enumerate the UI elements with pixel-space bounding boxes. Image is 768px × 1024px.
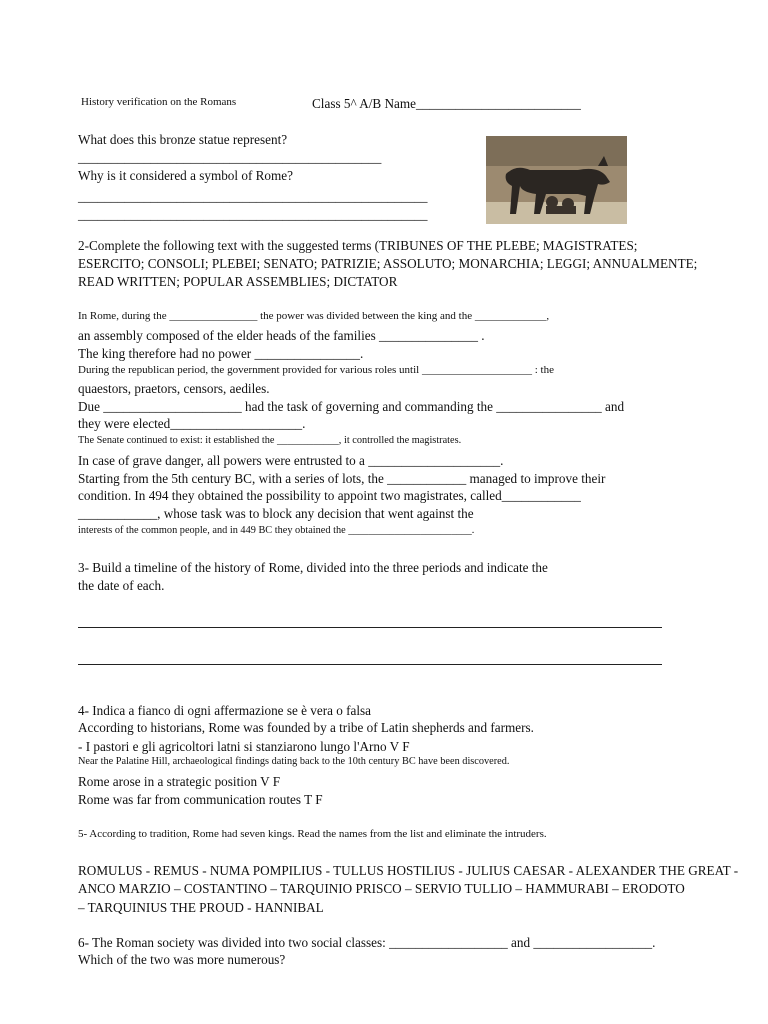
q2-instructions-line-1: 2-Complete the following text with the suggested terms (TRIBUNES OF THE PLEBE; MAGISTRATES; bbox=[78, 238, 638, 253]
q3-timeline-answer-line-1[interactable] bbox=[78, 627, 662, 628]
q2-text-line-13[interactable]: interests of the common people, and in 449 BC they obtained the ________________________. bbox=[78, 525, 475, 536]
q2-text-line-1[interactable]: In Rome, during the ________________ the power was divided between the king and the _____________, bbox=[78, 310, 550, 322]
q2-text-line-10[interactable]: Starting from the 5th century BC, with a series of lots, the ____________ managed to improve their bbox=[78, 471, 606, 486]
q5-names-line-1[interactable]: ROMULUS - REMUS - NUMA POMPILIUS - TULLUS HOSTILIUS - JULIUS CAESAR - ALEXANDER THE GREAT - bbox=[78, 863, 739, 878]
q4-statement-1: According to historians, Rome was founded by a tribe of Latin shepherds and farmers. bbox=[78, 720, 534, 735]
q2-instructions-line-2: ESERCITO; CONSOLI; PLEBEI; SENATO; PATRIZIE; ASSOLUTO; MONARCHIA; LEGGI; ANNUALMENTE; bbox=[78, 256, 698, 271]
q5-instructions: 5- According to tradition, Rome had seven kings. Read the names from the list and eliminate the intruders. bbox=[78, 828, 547, 840]
q1-question-statue: What does this bronze statue represent? bbox=[78, 132, 288, 147]
q1-answer-blank-3[interactable]: _____________________________________________________ bbox=[78, 207, 428, 222]
q5-names-line-3[interactable]: – TARQUINIUS THE PROUD - HANNIBAL bbox=[78, 900, 324, 915]
class-name-field[interactable]: Class 5^ A/B Name_________________________ bbox=[312, 96, 581, 111]
q1-answer-blank-1[interactable]: ______________________________________________ bbox=[78, 150, 382, 165]
q1-question-symbol: Why is it considered a symbol of Rome? bbox=[78, 168, 293, 183]
q3-instructions-line-1: 3- Build a timeline of the history of Rome, divided into the three periods and indicate the bbox=[78, 560, 548, 575]
q2-text-line-9[interactable]: In case of grave danger, all powers were entrusted to a ____________________. bbox=[78, 453, 504, 468]
q6-question-numerous: Which of the two was more numerous? bbox=[78, 952, 286, 967]
q4-instructions: 4- Indica a fianco di ogni affermazione se è vera o falsa bbox=[78, 703, 372, 718]
q5-names-line-2[interactable]: ANCO MARZIO – COSTANTINO – TARQUINIO PRISCO – SERVIO TULLIO – HAMMURABI – ERODOTO bbox=[78, 881, 685, 896]
q2-text-line-8[interactable]: The Senate continued to exist: it established the ____________, it controlled the magistrates. bbox=[78, 435, 462, 446]
q2-text-line-7[interactable]: they were elected____________________. bbox=[78, 416, 306, 431]
q4-statement-2[interactable]: - I pastori e gli agricoltori latni si stanziarono lungo l'Arno V F bbox=[78, 739, 410, 754]
worksheet-title: History verification on the Romans bbox=[81, 96, 237, 108]
q2-text-line-12[interactable]: ____________, whose task was to block any decision that went against the bbox=[78, 506, 474, 521]
q3-instructions-line-2: the date of each. bbox=[78, 578, 165, 593]
q4-statement-5[interactable]: Rome was far from communication routes T F bbox=[78, 792, 323, 807]
q2-text-line-4[interactable]: During the republican period, the government provided for various roles until ____________________ : the bbox=[78, 364, 554, 376]
q2-text-line-11[interactable]: condition. In 494 they obtained the possibility to appoint two magistrates, called____________ bbox=[78, 488, 581, 503]
q2-text-line-6[interactable]: Due _____________________ had the task of governing and commanding the ________________ and bbox=[78, 399, 625, 414]
q4-statement-4[interactable]: Rome arose in a strategic position V F bbox=[78, 774, 281, 789]
q2-text-line-5: quaestors, praetors, censors, aediles. bbox=[78, 381, 270, 396]
q1-answer-blank-2[interactable]: _____________________________________________________ bbox=[78, 189, 428, 204]
q4-statement-3: Near the Palatine Hill, archaeological findings dating back to the 10th century BC have been discovered. bbox=[78, 756, 510, 767]
q3-timeline-answer-line-2[interactable] bbox=[78, 664, 662, 665]
q2-instructions-line-3: READ WRITTEN; POPULAR ASSEMBLIES; DICTATOR bbox=[78, 274, 398, 289]
q6-question-classes[interactable]: 6- The Roman society was divided into two social classes: __________________ and __________________. bbox=[78, 935, 656, 950]
capitoline-wolf-statue-icon bbox=[486, 136, 627, 224]
q2-text-line-3[interactable]: The king therefore had no power ________________. bbox=[78, 346, 364, 361]
q2-text-line-2[interactable]: an assembly composed of the elder heads of the families _______________ . bbox=[78, 328, 485, 343]
